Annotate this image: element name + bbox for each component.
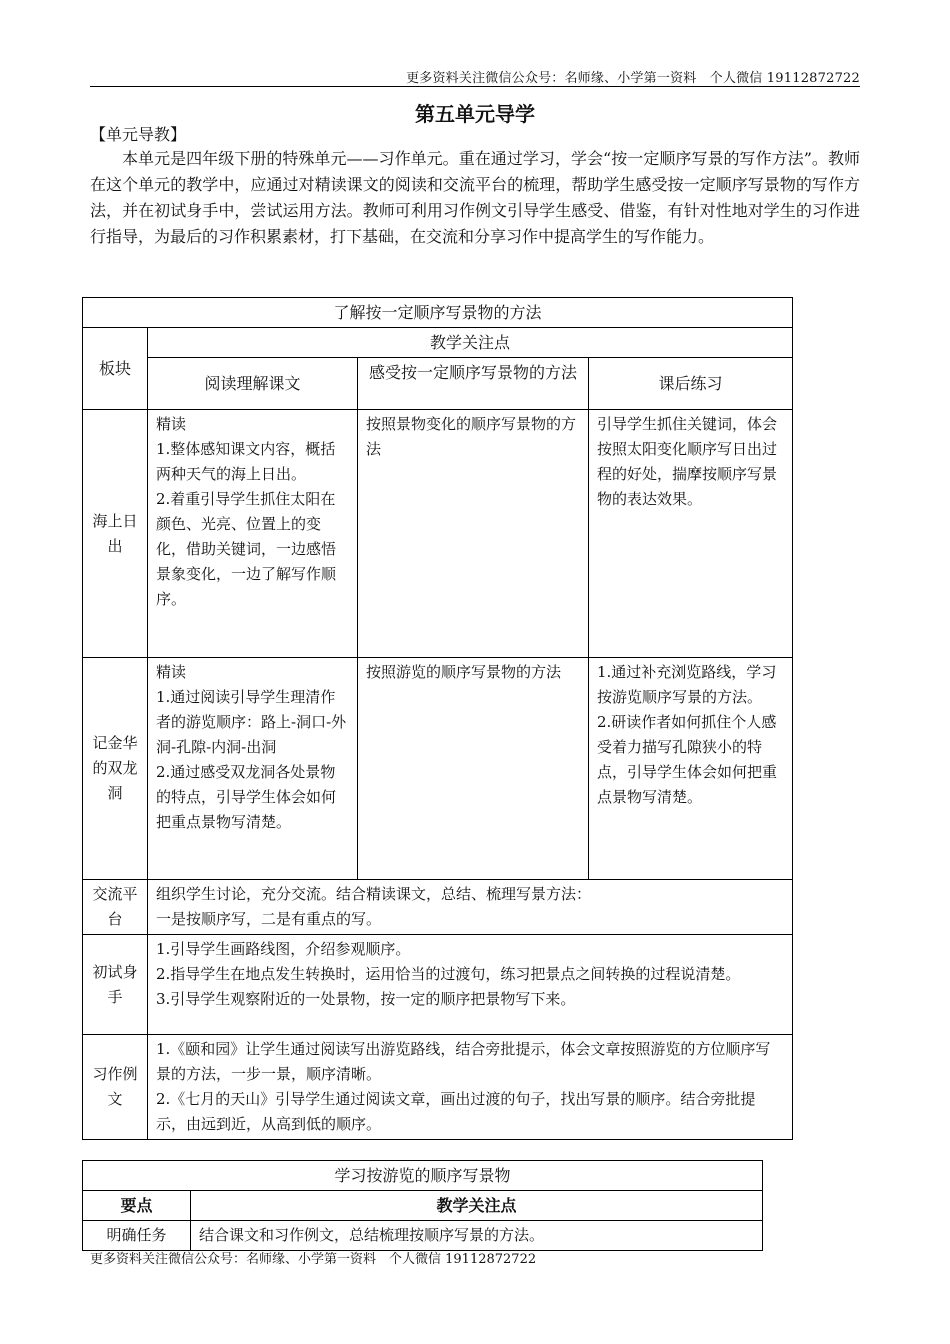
col-header-point: 要点: [83, 1191, 191, 1221]
row-block-label: 记金华的双龙洞: [83, 658, 148, 880]
row-feel-cell: 按照景物变化的顺序写景物的方法: [358, 410, 589, 658]
row-point-label: 明确任务: [83, 1221, 191, 1251]
row-focus-cell: 结合课文和习作例文，总结梳理按顺序写景的方法。: [191, 1221, 763, 1251]
footer-note: 更多资料关注微信公众号：名师缘、小学第一资料 个人微信 19112872722: [90, 1252, 537, 1267]
row-wide-cell: 1.《颐和园》让学生通过阅读写出游览路线，结合旁批提示，体会文章按照游览的方位顺序写景的方法，一步一景，顺序清晰。 2.《七月的天山》引导学生通过阅读文章，画出过渡的句子，找出写景的顺序。结合旁批提示，由远到近，从高到低的顺序。: [148, 1035, 793, 1140]
section-label: 【单元导教】: [90, 125, 187, 144]
table-caption: 了解按一定顺序写景物的方法: [83, 298, 793, 328]
header-note: 更多资料关注微信公众号：名师缘、小学第一资料 个人微信 19112872722: [406, 71, 860, 86]
row-wide-cell: 组织学生讨论，充分交流。结合精读课文，总结、梳理写景方法： 一是按顺序写，二是有重点的写。: [148, 880, 793, 935]
page-title: 第五单元导学: [415, 102, 535, 126]
col-header-focus: 教学关注点: [148, 328, 793, 358]
col-header-feel: 感受按一定顺序写景物的方法: [358, 358, 589, 410]
col-header-reading: 阅读理解课文: [148, 358, 358, 410]
row-exercise-cell: 引导学生抓住关键词，体会按照太阳变化顺序写日出过程的好处，揣摩按顺序写景物的表达效果。: [589, 410, 793, 658]
method-table: [82, 297, 793, 1140]
col-header-block: 板块: [83, 328, 148, 410]
row-feel-cell: 按照游览的顺序写景物的方法: [358, 658, 589, 880]
row-reading-cell: 精读 1.通过阅读引导学生理清作者的游览顺序：路上-洞口-外洞-孔隙-内洞-出洞 2.通过感受双龙洞各处景物的特点，引导学生体会如何把重点景物写清楚。: [148, 658, 358, 880]
row-block-label: 交流平台: [83, 880, 148, 935]
row-reading-cell: 精读 1.整体感知课文内容，概括两种天气的海上日出。 2.着重引导学生抓住太阳在颜色、光亮、位置上的变化，借助关键词，一边感悟景象变化，一边了解写作顺序。: [148, 410, 358, 658]
col-header-focus: 教学关注点: [191, 1191, 763, 1221]
row-wide-cell: 1.引导学生画路线图，介绍参观顺序。 2.指导学生在地点发生转换时，运用恰当的过渡句，练习把景点之间转换的过程说清楚。 3.引导学生观察附近的一处景物，按一定的顺序把景物写下来。: [148, 935, 793, 1035]
col-header-exercise: 课后练习: [589, 358, 793, 410]
row-exercise-cell: 1.通过补充浏览路线，学习按游览顺序写景的方法。 2.研读作者如何抓住个人感受着力描写孔隙狭小的特点，引导学生体会如何把重点景物写清楚。: [589, 658, 793, 880]
tour-table: [82, 1160, 763, 1251]
intro-paragraph: 本单元是四年级下册的特殊单元——习作单元。重在通过学习，学会“按一定顺序写景的写作方法”。教师在这个单元的教学中，应通过对精读课文的阅读和交流平台的梳理，帮助学生感受按一定顺序写景物的写作方法，并在初试身手中，尝试运用方法。教师可利用习作例文引导学生感受、借鉴，有针对性地对学生的习作进行指导，为最后的习作积累素材，打下基础，在交流和分享习作中提高学生的写作能力。: [90, 149, 860, 246]
table-caption: 学习按游览的顺序写景物: [83, 1161, 763, 1191]
row-block-label: 海上日出: [83, 410, 148, 658]
header-rule: [90, 86, 860, 87]
row-block-label: 习作例文: [83, 1035, 148, 1140]
row-block-label: 初试身手: [83, 935, 148, 1035]
